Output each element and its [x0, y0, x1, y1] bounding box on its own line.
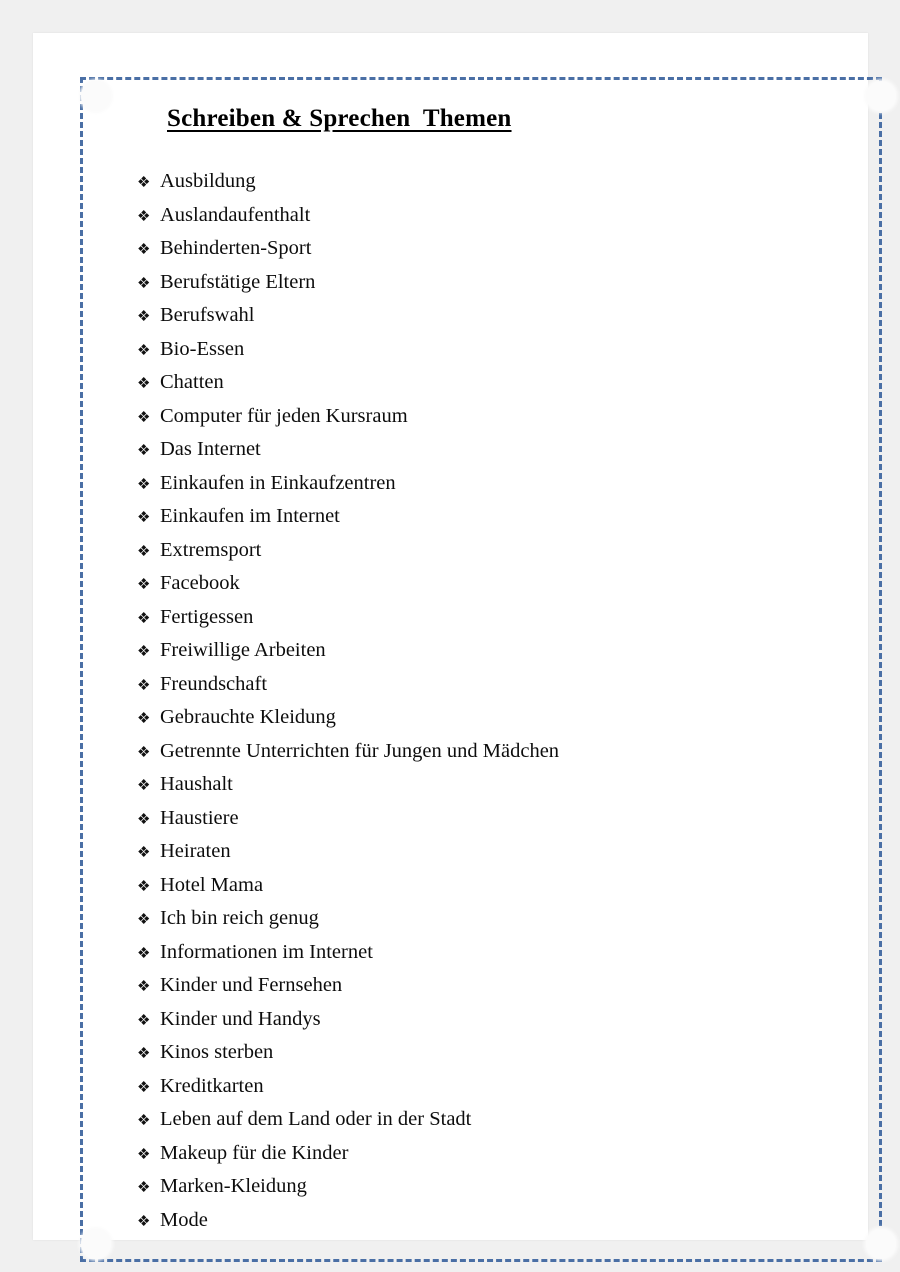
- list-item: [133, 434, 808, 468]
- diamond-cluster-bullet-icon: ❖: [137, 309, 151, 326]
- list-item-label: Gebrauchte Kleidung: [160, 706, 336, 729]
- list-item-label: Ausbildung: [160, 170, 256, 193]
- list-item: [133, 267, 808, 301]
- diamond-cluster-bullet-icon: ❖: [137, 1180, 151, 1197]
- list-item-label: Behinderten-Sport: [160, 237, 312, 260]
- diamond-cluster-bullet-icon: ❖: [137, 1213, 151, 1230]
- diamond-cluster-bullet-icon: ❖: [137, 476, 151, 493]
- page-corner-artifact-bottom-right: [866, 1229, 896, 1259]
- page-corner-artifact-top-left: [81, 81, 111, 111]
- list-item-label: Informationen im Internet: [160, 940, 373, 963]
- list-item-label: Haustiere: [160, 806, 239, 829]
- diamond-cluster-bullet-icon: ❖: [137, 1046, 151, 1063]
- page-corner-artifact-bottom-left: [81, 1229, 111, 1259]
- diamond-cluster-bullet-icon: ❖: [137, 175, 151, 192]
- diamond-cluster-bullet-icon: ❖: [137, 208, 151, 225]
- page-title: Schreiben & Sprechen Themen: [167, 105, 512, 132]
- list-item-label: Computer für jeden Kursraum: [160, 404, 408, 427]
- list-item: [133, 769, 808, 803]
- list-item: [133, 1205, 808, 1239]
- list-item-label: Kinos sterben: [160, 1041, 274, 1064]
- document-page: [33, 33, 868, 1240]
- diamond-cluster-bullet-icon: ❖: [137, 443, 151, 460]
- list-item: [133, 468, 808, 502]
- list-item-label: Mode: [160, 1208, 208, 1231]
- list-item-label: Freiwillige Arbeiten: [160, 639, 326, 662]
- list-item: [133, 200, 808, 234]
- topics-list: [133, 166, 808, 1238]
- diamond-cluster-bullet-icon: ❖: [137, 711, 151, 728]
- list-item: [133, 970, 808, 1004]
- list-item-label: Kreditkarten: [160, 1074, 264, 1097]
- diamond-cluster-bullet-icon: ❖: [137, 342, 151, 359]
- diamond-cluster-bullet-icon: ❖: [137, 945, 151, 962]
- list-item: [133, 166, 808, 200]
- diamond-cluster-bullet-icon: ❖: [137, 409, 151, 426]
- list-item-label: Extremsport: [160, 538, 262, 561]
- list-item-label: Auslandaufenthalt: [160, 203, 311, 226]
- list-item: [133, 669, 808, 703]
- diamond-cluster-bullet-icon: ❖: [137, 577, 151, 594]
- list-item-label: Getrennte Unterrichten für Jungen und Mädchen: [160, 739, 560, 762]
- diamond-cluster-bullet-icon: ❖: [137, 644, 151, 661]
- list-item: [133, 836, 808, 870]
- document-content: [133, 103, 808, 1238]
- diamond-cluster-bullet-icon: ❖: [137, 811, 151, 828]
- list-item: [133, 937, 808, 971]
- diamond-cluster-bullet-icon: ❖: [137, 1079, 151, 1096]
- list-item: [133, 1004, 808, 1038]
- list-item: [133, 367, 808, 401]
- diamond-cluster-bullet-icon: ❖: [137, 376, 151, 393]
- page-corner-artifact-top-right: [866, 81, 896, 111]
- list-item-label: Makeup für die Kinder: [160, 1141, 349, 1164]
- list-item: [133, 1171, 808, 1205]
- diamond-cluster-bullet-icon: ❖: [137, 1113, 151, 1130]
- list-item: [133, 870, 808, 904]
- list-item-label: Freundschaft: [160, 672, 268, 695]
- list-item-label: Bio-Essen: [160, 337, 245, 360]
- list-item-label: Einkaufen in Einkaufzentren: [160, 471, 396, 494]
- list-item-label: Das Internet: [160, 438, 261, 461]
- list-item: [133, 1104, 808, 1138]
- list-item-label: Ich bin reich genug: [160, 907, 319, 930]
- list-item: [133, 1071, 808, 1105]
- diamond-cluster-bullet-icon: ❖: [137, 744, 151, 761]
- list-item: [133, 702, 808, 736]
- diamond-cluster-bullet-icon: ❖: [137, 1146, 151, 1163]
- list-item: [133, 602, 808, 636]
- list-item-label: Marken-Kleidung: [160, 1175, 307, 1198]
- diamond-cluster-bullet-icon: ❖: [137, 912, 151, 929]
- list-item-label: Berufswahl: [160, 304, 255, 327]
- diamond-cluster-bullet-icon: ❖: [137, 543, 151, 560]
- list-item: [133, 300, 808, 334]
- diamond-cluster-bullet-icon: ❖: [137, 275, 151, 292]
- list-item: [133, 501, 808, 535]
- list-item: [133, 1037, 808, 1071]
- diamond-cluster-bullet-icon: ❖: [137, 610, 151, 627]
- list-item-label: Kinder und Handys: [160, 1007, 321, 1030]
- diamond-cluster-bullet-icon: ❖: [137, 1012, 151, 1029]
- list-item: [133, 635, 808, 669]
- list-item: [133, 1138, 808, 1172]
- list-item-label: Heiraten: [160, 840, 231, 863]
- list-item-label: Facebook: [160, 572, 240, 595]
- diamond-cluster-bullet-icon: ❖: [137, 979, 151, 996]
- list-item-label: Kinder und Fernsehen: [160, 974, 343, 997]
- list-item: [133, 903, 808, 937]
- diamond-cluster-bullet-icon: ❖: [137, 677, 151, 694]
- list-item-label: Fertigessen: [160, 605, 254, 628]
- diamond-cluster-bullet-icon: ❖: [137, 878, 151, 895]
- list-item: [133, 233, 808, 267]
- list-item-label: Hotel Mama: [160, 873, 264, 896]
- list-item: [133, 803, 808, 837]
- list-item: [133, 535, 808, 569]
- diamond-cluster-bullet-icon: ❖: [137, 510, 151, 527]
- list-item: [133, 401, 808, 435]
- list-item-label: Einkaufen im Internet: [160, 505, 340, 528]
- diamond-cluster-bullet-icon: ❖: [137, 778, 151, 795]
- list-item: [133, 334, 808, 368]
- list-item-label: Leben auf dem Land oder in der Stadt: [160, 1108, 472, 1131]
- diamond-cluster-bullet-icon: ❖: [137, 845, 151, 862]
- list-item-label: Haushalt: [160, 773, 233, 796]
- list-item: [133, 736, 808, 770]
- list-item-label: Berufstätige Eltern: [160, 270, 316, 293]
- list-item-label: Chatten: [160, 371, 224, 394]
- diamond-cluster-bullet-icon: ❖: [137, 242, 151, 259]
- list-item: [133, 568, 808, 602]
